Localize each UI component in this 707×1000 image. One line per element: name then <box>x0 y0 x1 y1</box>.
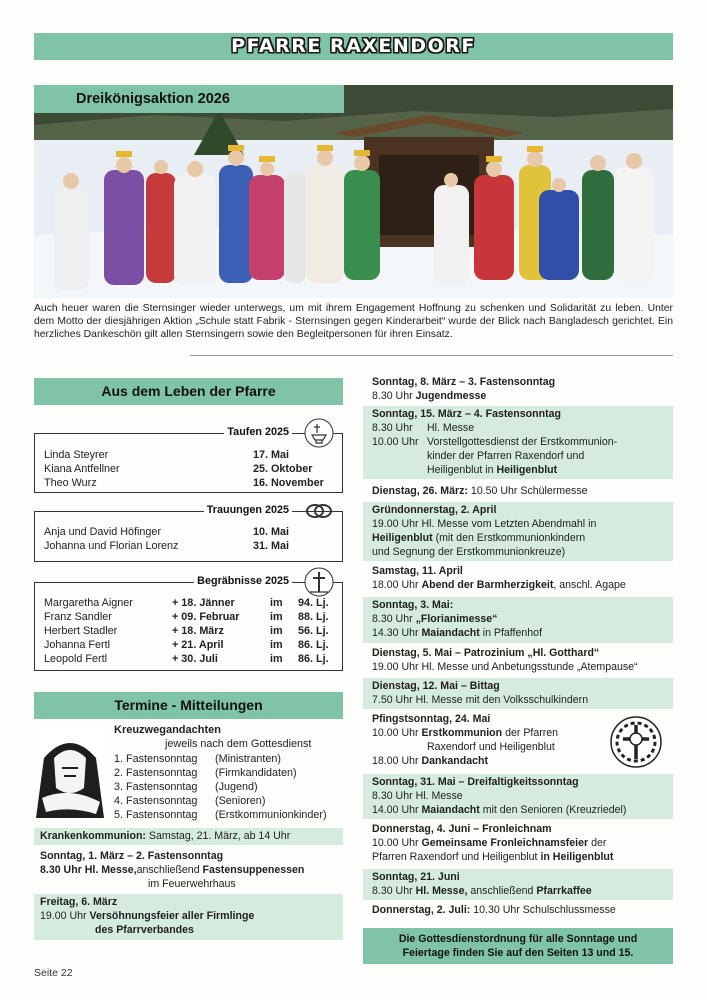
event-5-mai: Dienstag, 5. Mai – Patrozinium „Hl. Gotthard“ 19.00 Uhr Hl. Messe und Anbetungsstunde „Atempause“ <box>372 647 638 673</box>
gottesdienstordnung-note: Die Gottesdienstordnung für alle Sonntage und Feiertage finden Sie auf den Seiten 13 und 15. <box>363 928 673 964</box>
trauungen-box <box>34 504 343 562</box>
kreuzweg-subtitle: jeweils nach dem Gottesdienst <box>165 738 312 750</box>
list-item: Leopold Fertl + 30. Juli im 86. Lj. <box>44 653 329 665</box>
event-gruendonnerstag: Gründonnerstag, 2. April 19.00 Uhr Hl. Messe vom Letzten Abendmahl in Heiligenblut (mit den Erstkommunionkindern und Segnung der Erstkommunionkreuze) <box>363 502 673 561</box>
section-heading-leben: Aus dem Leben der Pfarre <box>34 378 343 405</box>
list-item: Linda Steyrer 17. Mai <box>44 449 290 461</box>
photo-illustration <box>34 85 673 298</box>
event-1-maerz: Sonntag, 1. März – 2. Fastensonntag 8.30 Uhr Hl. Messe,anschließend Fastensuppenessen im Feuerwehrhaus <box>40 850 305 890</box>
intro-paragraph: Auch heuer waren die Sternsinger wieder unterwegs, um mit ihrem Engagement Hoffnung zu schenken und Solidarität zu leben. Unter dem Motto der diesjährigen Aktion „Schule statt Fabrik - Sternsingen gegen Kinderarbeit“ wurde der Blick nach Bangladesch gerichtet. Ein herzliches Dankeschön gilt allen Sternsingern sowie den Begleitpersonen für ihren Einsatz. <box>34 303 673 340</box>
taufen-title: Taufen 2025 <box>224 426 292 438</box>
wedding-rings-icon <box>304 496 334 526</box>
krankenkommunion-block: Krankenkommunion: Samstag, 21. März, ab 14 Uhr <box>34 828 343 845</box>
pieta-woodcut-icon <box>34 728 106 820</box>
sternsinger-photo <box>34 85 673 298</box>
list-item: Johanna Fertl + 21. April im 86. Lj. <box>44 639 329 651</box>
kreuzweg-title: Kreuzwegandachten <box>114 724 221 736</box>
taufen-box <box>34 426 343 493</box>
cross-grave-icon <box>304 567 334 597</box>
list-item: Johanna und Florian Lorenz 31. Mai <box>44 540 290 552</box>
list-item: Anja und David Höfinger 10. Mai <box>44 526 290 538</box>
event-2-juli: Donnerstag, 2. Juli: 10.30 Uhr Schulschlussmesse <box>372 904 616 916</box>
list-item: Margaretha Aigner + 18. Jänner im 94. Lj. <box>44 597 329 609</box>
event-31-mai: Sonntag, 31. Mai – Dreifaltigkeitssonntag 8.30 Uhr Hl. Messe 14.00 Uhr Maiandacht mit den Senioren (Kreuzriedel) <box>363 774 673 819</box>
begraebnisse-box <box>34 575 343 671</box>
event-15-maerz: Sonntag, 15. März – 4. Fastensonntag 8.30 Uhr Hl. Messe 10.00 Uhr Vorstellgottesdienst der Erstkommunion- kinder der Pfarren Raxendorf und Heiligenblut in Heiligenblut <box>363 406 673 479</box>
event-11-april: Samstag, 11. April 18.00 Uhr Abend der Barmherzigkeit, anschl. Agape <box>372 565 626 591</box>
divider <box>190 355 673 356</box>
begraebnisse-title: Begräbnisse 2025 <box>194 575 292 587</box>
trauungen-title: Trauungen 2025 <box>204 504 292 516</box>
photo-label: Dreikönigsaktion 2026 <box>34 85 344 113</box>
event-21-juni: Sonntag, 21. Juni 8.30 Uhr Hl. Messe, anschließend Pfarrkaffee <box>363 869 673 900</box>
list-item: Franz Sandler + 09. Februar im 88. Lj. <box>44 611 329 623</box>
list-item: Theo Wurz 16. November <box>44 477 324 489</box>
communion-cross-icon <box>609 715 663 769</box>
event-8-maerz: Sonntag, 8. März – 3. Fastensonntag 8.30 Uhr Jugendmesse <box>372 376 556 402</box>
list-item: Kiana Antfellner 25. Oktober <box>44 463 313 475</box>
kreuzweg-block: Kreuzwegandachten jeweils nach dem Gottesdienst 1. Fastensonntag (Ministranten) 2. Fastensonntag (Firmkandidaten) 3. Fastensonntag (Jugend) 4. Fastensonntag (Senioren) 5. Fastensonntag (Erstkommunionkinder) <box>34 724 343 824</box>
baptism-font-icon <box>304 418 334 448</box>
event-fronleichnam: Donnerstag, 4. Juni – Fronleichnam 10.00 Uhr Gemeinsame Fronleichnamsfeier der Pfarren Raxendorf und Heiligenblut in Heiligenblut <box>372 823 614 863</box>
page-banner <box>34 33 673 60</box>
list-item: Herbert Stadler + 18. März im 56. Lj. <box>44 625 329 637</box>
event-12-mai: Dienstag, 12. Mai – Bittag 7.50 Uhr Hl. Messe mit den Volksschulkindern <box>363 678 673 709</box>
event-26-maerz: Dienstag, 26. März: 10.50 Uhr Schülermesse <box>372 485 588 497</box>
event-6-maerz: Freitag, 6. März 19.00 Uhr Versöhnungsfeier aller Firmlinge des Pfarrverbandes <box>34 894 343 940</box>
banner-title: PFARRE RAXENDORF <box>231 35 476 57</box>
event-pfingstsonntag: Pfingstsonntag, 24. Mai 10.00 Uhr Erstkommunion der Pfarren Raxendorf und Heiligenblut 18.00 Uhr Dankandacht <box>363 712 673 772</box>
page-number: Seite 22 <box>34 967 73 979</box>
section-heading-termine: Termine - Mitteilungen <box>34 692 343 719</box>
event-3-mai: Sonntag, 3. Mai: 8.30 Uhr „Florianimesse“ 14.30 Uhr Maiandacht in Pfaffenhof <box>363 597 673 643</box>
